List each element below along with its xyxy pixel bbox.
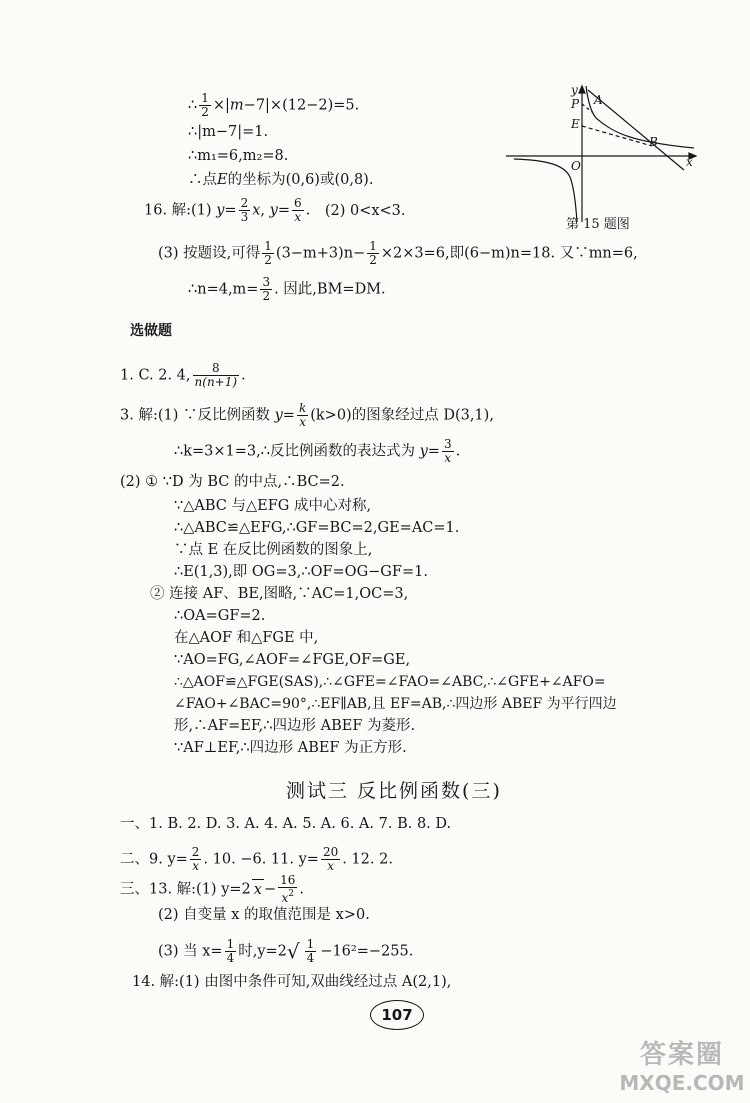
watermark-logo: 答案圈 MXQE.COM bbox=[619, 1040, 745, 1095]
fig-label-y: y bbox=[571, 83, 578, 97]
optional-p2-line10: ∴△AOF≌△FGE(SAS),∴∠GFE=∠FAO=∠ABC,∴∠GFE+∠AFO= bbox=[174, 674, 606, 690]
q16-line1: 16. 解:(1) y= $\frac{2}{3}$ x, y= $\frac{6}{x}$ . (2) 0<x<3. bbox=[144, 196, 406, 224]
q15-line4: ∴点E的坐标为(0,6)或(0,8). bbox=[188, 172, 374, 188]
optional-q3-line1: 3. 解:(1) ∵反比例函数 y= $\frac{k}{x}$ (k>0)的图象经过点 D(3,1), bbox=[120, 401, 494, 429]
optional-p2-line4: ∵点 E 在反比例函数的图象上, bbox=[174, 542, 373, 558]
optional-p2-line12: 形,∴AF=EF,∴四边形 ABEF 为菱形. bbox=[174, 718, 416, 734]
optional-p2-line7: ∴OA=GF=2. bbox=[174, 608, 266, 624]
q15-line3: ∴m₁=6,m₂=8. bbox=[188, 148, 289, 164]
q16-line2: (3) 按题设,可得 $\frac{1}{2}$ (3−m+3)n− $\frac{1}{2}$ ×2×3=6,即(6−m)n=18. 又∵mn=6, bbox=[158, 239, 638, 267]
optional-p2-line11: ∠FAO+∠BAC=90°,∴EF∥AB,且 EF=AB,∴四边形 ABEF 为平行四边 bbox=[174, 696, 617, 712]
test3-section1: 一、1. B. 2. D. 3. A. 4. A. 5. A. 6. A. 7. B. 8. D. bbox=[120, 816, 452, 832]
optional-q1: 1. C. 2. 4, $\frac{8}{n(n+1)}$ . bbox=[120, 361, 246, 389]
fig-label-a: A bbox=[594, 93, 603, 107]
fig-label-o: O bbox=[571, 159, 581, 173]
fig-label-x: x bbox=[686, 155, 693, 169]
test3-title: 测试三 反比例函数(三) bbox=[286, 780, 502, 802]
test3-q14-line1: 14. 解:(1) 由图中条件可知,双曲线经过点 A(2,1), bbox=[132, 974, 452, 990]
q15-line2: ∴|m−7|=1. bbox=[188, 124, 269, 140]
optional-p2-line2: ∵△ABC 与△EFG 成中心对称, bbox=[174, 498, 372, 514]
figure-caption: 第 15 题图 bbox=[566, 217, 630, 232]
optional-q3-line2: ∴k=3×1=3,∴反比例函数的表达式为 y= $\frac{3}{x}$ . bbox=[174, 437, 461, 465]
fig-label-e: E bbox=[571, 117, 580, 131]
optional-p2-line9: ∵AO=FG,∠AOF=∠FGE,OF=GE, bbox=[174, 652, 411, 668]
optional-p2-line5: ∴E(1,3),即 OG=3,∴OF=OG−GF=1. bbox=[174, 564, 428, 580]
optional-p2-line13: ∵AF⊥EF,∴四边形 ABEF 为正方形. bbox=[174, 740, 407, 756]
test3-section2: 二、9. y= $\frac{2}{x}$ . 10. −6. 11. y= $\frac{20}{x}$ . 12. 2. bbox=[120, 845, 393, 873]
page-number: 107 bbox=[370, 1000, 424, 1030]
optional-p2-line3: ∴△ABC≌△EFG,∴GF=BC=2,GE=AC=1. bbox=[174, 520, 460, 536]
optional-p2-line8: 在△AOF 和△FGE 中, bbox=[174, 630, 319, 646]
optional-p2-line6: ② 连接 AF、BE,图略,∵AC=1,OC=3, bbox=[150, 586, 409, 602]
test3-q13-line1: 三、13. 解:(1) y=2 x − $\frac{16}{x^2}$ . bbox=[120, 873, 305, 905]
fig-label-b: B bbox=[649, 135, 658, 149]
q15-figure bbox=[504, 82, 704, 232]
test3-q13-line3: (3) 当 x= $\frac{1}{4}$ 时,y=2√ $\frac{1}{4}$ −16²=−255. bbox=[158, 937, 414, 965]
section-heading-optional: 选做题 bbox=[130, 323, 172, 339]
q16-line3: ∴n=4,m= $\frac{3}{2}$ . 因此,BM=DM. bbox=[188, 275, 386, 303]
q15-line1: ∴ $\frac{1}{2}$ ×|m−7|×(12−2)=5. bbox=[188, 91, 360, 119]
test3-q13-line2: (2) 自变量 x 的取值范围是 x>0. bbox=[158, 907, 370, 923]
fig-label-p: P bbox=[571, 97, 580, 111]
optional-p2-line1: (2) ① ∵D 为 BC 的中点,∴BC=2. bbox=[120, 474, 345, 490]
